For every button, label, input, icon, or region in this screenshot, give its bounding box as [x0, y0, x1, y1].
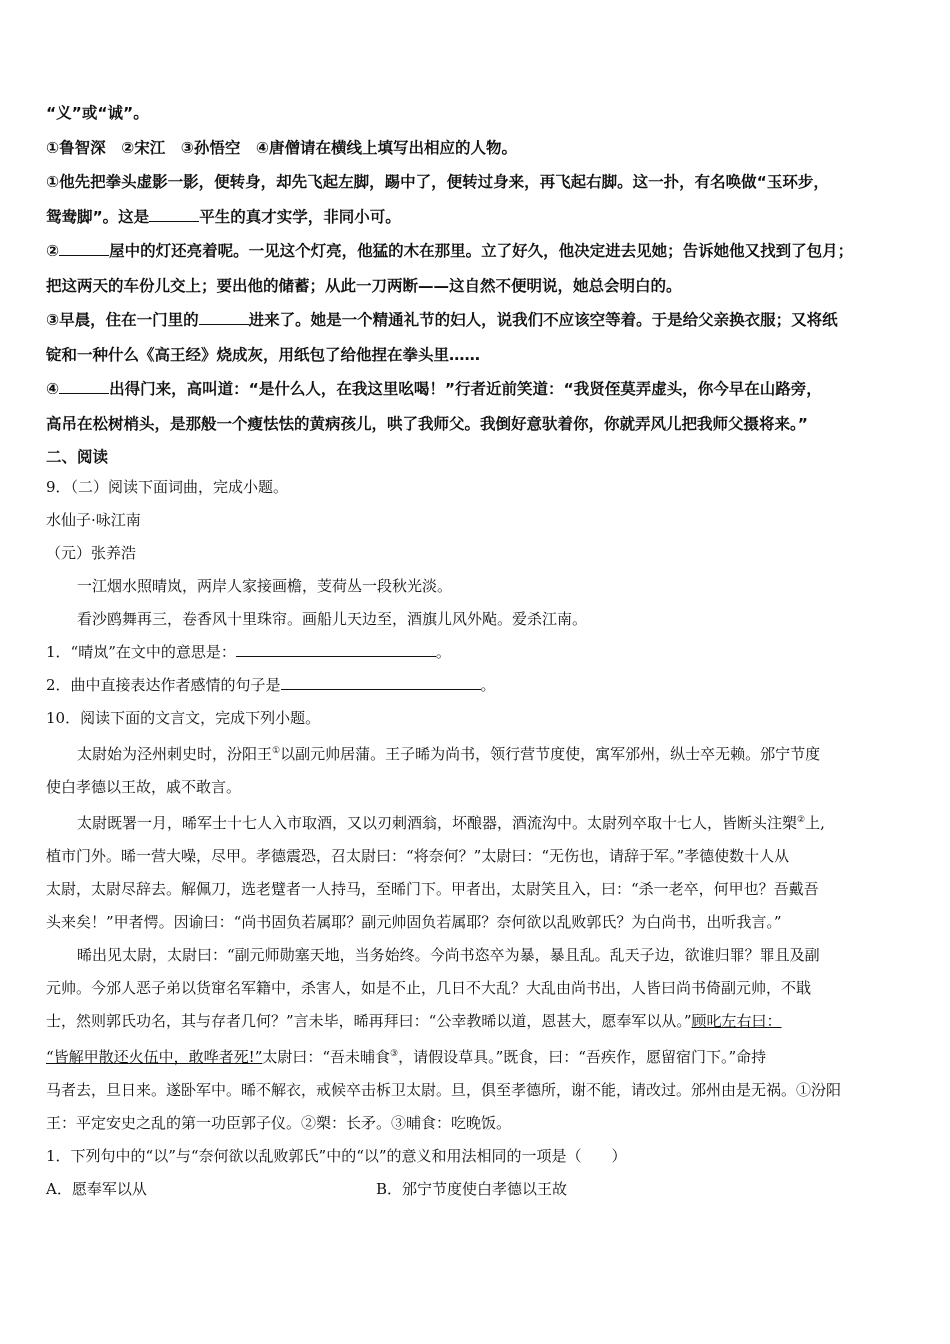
poem-author: （元）张养浩 [46, 544, 137, 562]
poem-line: 看沙鸥舞再三，卷香风十里珠帘。画船儿天边至，酒旗儿风外飐。爱杀江南。 [77, 610, 588, 628]
section-heading: 二、阅读 [46, 448, 109, 466]
option-a[interactable]: A．愿奉军以从 [46, 1180, 147, 1198]
footnote-mark: ② [797, 815, 806, 825]
answer-blank-9-1[interactable] [236, 642, 436, 657]
question-10: 10．阅读下面的文言文，完成下列小题。 [46, 709, 321, 727]
answer-options [46, 1173, 908, 1206]
footnote-mark: ① [272, 746, 281, 756]
answer-blank-9-2[interactable] [281, 675, 481, 690]
passage-4-line: 高吊在松树梢头，是那般一个瘦怯怯的黄病孩儿，哄了我师父。我倒好意驮着你，你就弄风儿把我师父摄将来。” [46, 414, 808, 433]
passage-1-line: 鸳鸯脚”。这是 平生的真才实学，非同小可。 [46, 207, 401, 226]
passage-2-line: 把这两天的车份儿交上；要出他的储蓄；从此一刀两断——这自然不便明说，她总会明白的。 [46, 276, 682, 295]
underlined-sentence: “皆解甲散还火伍中，敢哗者死!” [46, 1048, 263, 1066]
poem-line: 一江烟水照晴岚，两岸人家接画檐，芰荷丛一段秋光淡。 [77, 577, 453, 595]
answer-blank-4[interactable] [59, 379, 109, 394]
text-line: “义”或“诚”。 [46, 104, 149, 122]
footnote-mark: ③ [390, 1049, 399, 1059]
underlined-sentence: 顾叱左右曰： [691, 1012, 782, 1030]
question-9: 9．（二）阅读下面词曲，完成小题。 [46, 478, 289, 496]
passage-3-line: 锭和一种什么《高王经》烧成灰，用纸包了给他捏在拳头里…… [46, 345, 481, 364]
passage-1-line: ①他先把拳头虚影一影，便转身，却先飞起左脚，踢中了，便转过身来，再飞起右脚。这一扑，有名唤做“玉环步， [46, 173, 829, 191]
passage-2-line: ② 屋中的灯还亮着呢。一见这个灯亮，他猛的木在那里。立了好久，他决定进去见她；告诉她他又找到了包月； [46, 242, 854, 260]
question-9-1: 1．“晴岚”在文中的意思是： 。 [46, 643, 451, 661]
exam-page [46, 96, 908, 1206]
answer-blank-2[interactable] [59, 241, 109, 256]
passage-3-line: ③早晨，住在一门里的 进来了。她是一个精通礼节的妇人，说我们不应该空等着。于是给父亲换衣服；又将纸 [46, 311, 838, 329]
classical-passage-p1: 太尉始为泾州刺史时，汾阳王①以副元帅居蒲。王子晞为尚书，领行营节度使，寓军邠州，纵士卒无赖。邠宁节度 使白孝德以王故，戚不敢言。 [46, 745, 821, 796]
classical-passage-p2: 太尉既署一月，晞军士十七人入市取酒，又以刃刺酒翁，坏酿器，酒流沟中。太尉列卒取十七人，皆断头注槊②上, 植市门外。晞一营大噪，尽甲。孝德震恐，召太尉曰：“将奈何？”太尉曰：“无伤也，请辞于军。”孝德使数十人从 太尉，太尉尽辞去。解佩刀，选老躄者一人持马，至晞门下。甲者出，太尉笑且入，曰：“杀一老卒，何甲也？吾戴吾 头来矣！”甲者愕。因谕曰：“尚书固负若属耶？副元帅固负若属耶？奈何欲以乱败郭氏？为白尚书，出听我言。” [46, 814, 825, 931]
option-b[interactable]: B．邠宁节度使白孝德以王故 [376, 1180, 568, 1198]
answer-blank-3[interactable] [199, 310, 249, 325]
passage-4-line: ④ 出得门来，高叫道：“是什么人，在我这里吆喝！”行者近前笑道：“我贤侄莫弄虚头，你今早在山路旁， [46, 380, 822, 398]
answer-blank-1[interactable] [149, 207, 199, 222]
poem-title: 水仙子·咏江南 [46, 511, 141, 529]
classical-passage-p3: 晞出见太尉，太尉曰：“副元师勋塞天地，当务始终。今尚书恣卒为暴，暴且乱。乱天子边，欲谁归罪？罪且及副 元帅。今邠人恶子弟以货窜名军籍中，杀害人，如是不止，几日不大乱？大乱由尚书出，人皆曰尚书倚副元帅，不戢 士，然则郭氏功名，其与存者几何？”言未毕，晞再拜曰：“公幸教晞以道，恩甚大，愿奉军以从。”顾叱左右曰： “皆解甲散还火伍中，敢哗者死!”太尉曰：“吾未晡食③，请假设草具。”既食，曰：“吾疾作，愿留宿门下。”命持 马者去，旦日来。遂卧军中。晞不解衣，戒候卒击柝卫太尉。旦，俱至孝德所，谢不能，请改过。邠州由是无祸。①汾阳 王：平定安史之乱的第一功臣郭子仪。②槊：长矛。③晡食：吃晚饭。 [46, 946, 842, 1132]
question-10-1: 1．下列句中的“以”与“奈何欲以乱败郭氏”中的“以”的意义和用法相同的一项是（ ） [46, 1147, 627, 1165]
character-options: ①鲁智深 ②宋江 ③孙悟空 ④唐僧请在横线上填写出相应的人物。 [46, 138, 517, 157]
question-9-2: 2．曲中直接表达作者感情的句子是 。 [46, 676, 496, 694]
